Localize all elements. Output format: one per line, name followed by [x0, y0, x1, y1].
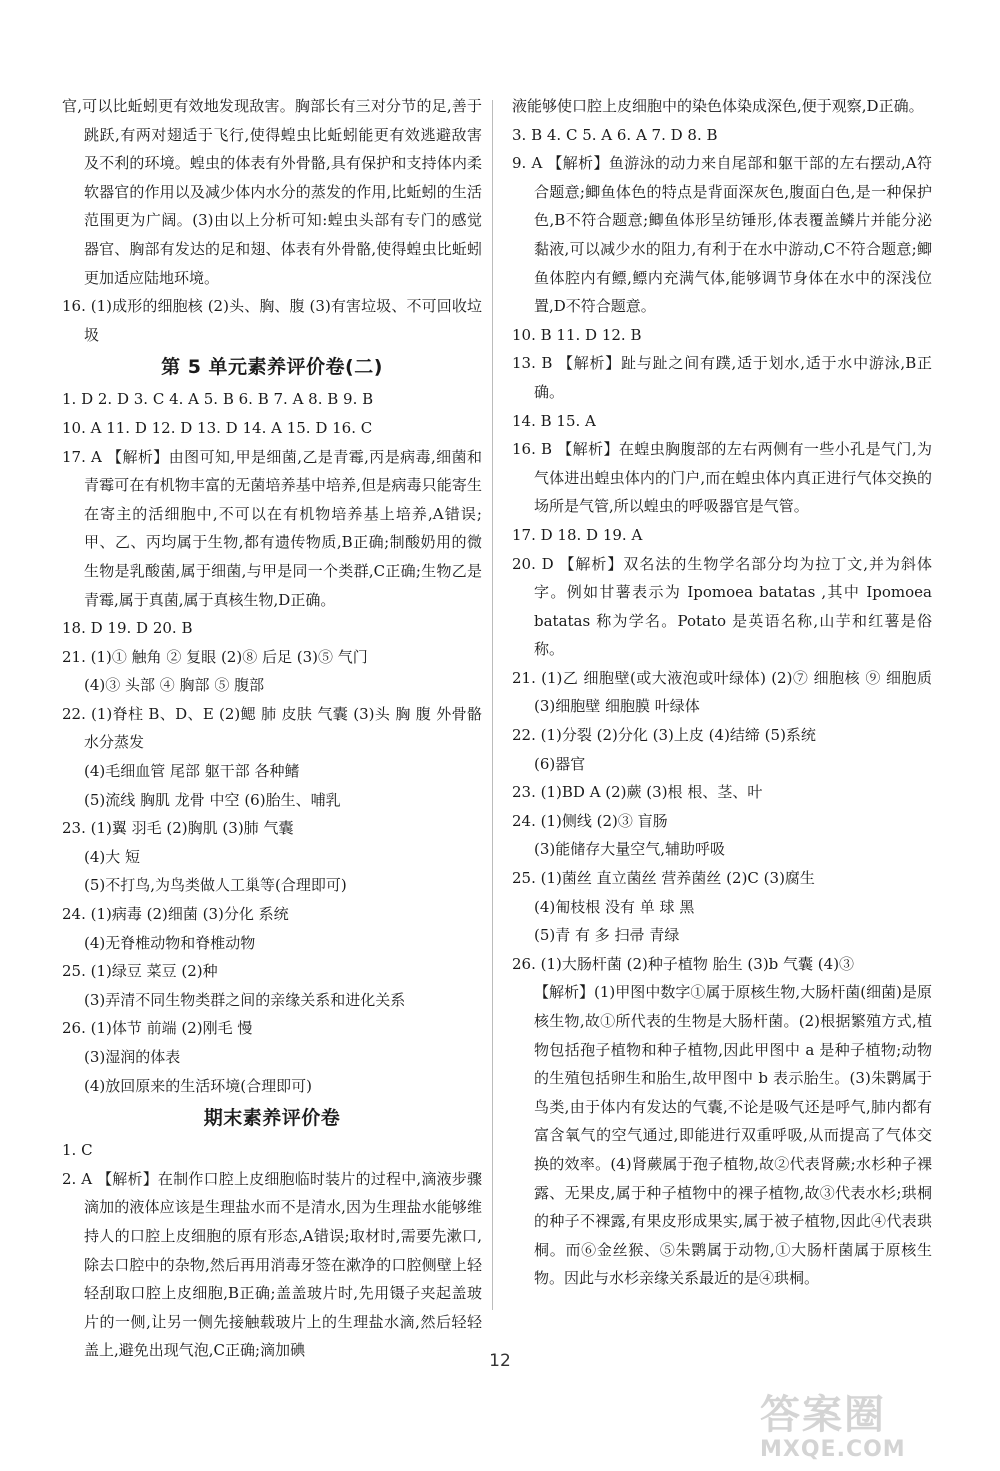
answer-subline: (5)不打鸟,为鸟类做人工巢等(合理即可) — [84, 876, 347, 895]
answer-item: 23. (1)BD A (2)蕨 (3)根 根、茎、叶 — [512, 783, 763, 802]
answer-item: 24. (1)病毒 (2)细菌 (3)分化 系统 — [62, 905, 289, 924]
left-column — [62, 92, 482, 1365]
right-column — [512, 92, 932, 1293]
answer-item: 24. (1)侧线 (2)③ 盲肠 — [512, 811, 668, 830]
answer-item: 25. (1)绿豆 菜豆 (2)种 — [62, 962, 218, 981]
answer-line: 18. D 19. D 20. B — [62, 619, 193, 638]
answer-item: 16. B 【解析】在蝗虫胸腹部的左右两侧有一些小孔是气门,为气体进出蝗虫体内的门户,而在蝗虫体内真正进行气体交换的场所是气管,所以蝗虫的呼吸器官是气管。 — [512, 440, 932, 516]
answer-subline: (3)能储存大量空气,辅助呼吸 — [534, 840, 726, 859]
answer-line: 17. D 18. D 19. A — [512, 525, 643, 544]
answer-subline: (4)无脊椎动物和脊椎动物 — [84, 933, 256, 952]
answer-item: 21. (1)乙 细胞壁(或大液泡或叶绿体) (2)⑦ 细胞核 ⑨ 细胞质 (3)细胞壁 细胞膜 叶绿体 — [512, 668, 932, 716]
answer-item: 20. D 【解析】双名法的生物学名部分均为拉丁文,并为斜体字。例如甘薯表示为 Ipomoea batatas ,其中 Ipomoea batatas 称为学名。Potato 是英语名称,山芋和红薯是俗称。 — [512, 554, 932, 659]
answer-subline: (5)青 有 多 扫帚 青绿 — [534, 926, 680, 945]
answer-item: 17. A 【解析】由图可知,甲是细菌,乙是青霉,丙是病毒,细菌和青霉可在有机物丰富的无菌培养基中培养,但是病毒只能寄生在寄主的活细胞中,不可以在有机物培养基上培养,A错误;甲、乙、丙均属于生物,都有遗传物质,B正确;制酸奶用的微生物是乳酸菌,属于细菌,与甲是同一个类群,C正确;生物乙是青霉,属于真菌,属于真核生物,D正确。 — [62, 447, 482, 609]
section-heading: 第 5 单元素养评价卷(二) — [161, 356, 383, 379]
answer-item: 22. (1)分裂 (2)分化 (3)上皮 (4)结缔 (5)系统 — [512, 726, 816, 745]
column-divider — [492, 100, 493, 1310]
answer-subline: (6)器官 — [534, 754, 586, 773]
page-number: 12 — [489, 1351, 511, 1371]
answer-item: 26. (1)大肠杆菌 (2)种子植物 胎生 (3)b 气囊 (4)③ — [512, 954, 855, 973]
answer-subline: (4)毛细血管 尾部 躯干部 各种鳍 — [84, 762, 300, 781]
answer-item: 21. (1)① 触角 ② 复眼 (2)⑧ 后足 (3)⑤ 气门 — [62, 647, 368, 666]
answer-item: 2. A 【解析】在制作口腔上皮细胞临时装片的过程中,滴液步骤滴加的液体应该是生理盐水而不是清水,因为生理盐水能够维持人的口腔上皮细胞的原有形态,A错误;取材时,需要先漱口,除去口腔中的杂物,然后再用消毒牙签在漱净的口腔侧壁上轻轻刮取口腔上皮细胞,B正确;盖盖玻片时,先用镊子夹起盖玻片的一侧,让另一侧先接触载玻片上的生理盐水滴,然后轻轻盖上,避免出现气泡,C正确;滴加碘 — [62, 1169, 482, 1360]
answer-item: 22. (1)脊柱 B、D、E (2)鳃 肺 皮肤 气囊 (3)头 胸 腹 外骨骼 水分蒸发 — [62, 704, 482, 752]
answer-subline: (4)大 短 — [84, 847, 141, 866]
answer-subline: (4)③ 头部 ④ 胸部 ⑤ 腹部 — [84, 676, 265, 695]
answer-subline: 【解析】(1)甲图中数字①属于原核生物,大肠杆菌(细菌)是原核生物,故①所代表的生物是大肠杆菌。(2)根据繁殖方式,植物包括孢子植物和种子植物,因此甲图中 a 是种子植物;动物的生殖包括卵生和胎生,故甲图中 b 表示胎生。(3)朱鹮属于鸟类,由于体内有发达的气囊,不论是吸气还是呼气,肺内都有富含氧气的空气通过,即能进行双重呼吸,从而提高了气体交换的效率。(4)肾蕨属于孢子植物,故②代表肾蕨;水杉种子裸露、无果皮,属于种子植物中的裸子植物,故③代表水杉;珙桐的种子不裸露,有果皮形成果实,属于被子植物,因此④代表珙桐。而⑥金丝猴、⑤朱鹮属于动物,①大肠杆菌属于原核生物。因此与水杉亲缘关系最近的是④珙桐。 — [534, 983, 933, 1288]
answer-line: 1. C — [62, 1141, 93, 1160]
answer-subline: (5)流线 胸肌 龙骨 中空 (6)胎生、哺乳 — [84, 790, 341, 809]
answer-line: 1. D 2. D 3. C 4. A 5. B 6. B 7. A 8. B 9. B — [62, 390, 374, 409]
section-heading: 期末素养评价卷 — [203, 1107, 341, 1130]
answer-item: 23. (1)翼 羽毛 (2)胸肌 (3)肺 气囊 — [62, 819, 294, 838]
answer-continuation: 液能够使口腔上皮细胞中的染色体染成深色,便于观察,D正确。 — [512, 97, 924, 115]
answer-line: 14. B 15. A — [512, 411, 596, 430]
answer-subline: (3)湿润的体表 — [84, 1048, 181, 1066]
answer-line: 3. B 4. C 5. A 6. A 7. D 8. B — [512, 125, 718, 144]
answer-item: 26. (1)体节 前端 (2)刚毛 慢 — [62, 1019, 253, 1038]
answer-subline: (4)匍枝根 没有 单 球 黑 — [534, 897, 695, 916]
answer-continuation: 官,可以比蚯蚓更有效地发现敌害。胸部长有三对分节的足,善于跳跃,有两对翅适于飞行,使得蝗虫比蚯蚓能更有效逃避敌害及不利的环境。蝗虫的体表有外骨骼,具有保护和支持体内柔软器官的作用以及减少体内水分的蒸发的作用,比蚯蚓的生活范围更为广阔。(3)由以上分析可知:蝗虫头部有专门的感觉器官、胸部有发达的足和翅、体表有外骨骼,使得蝗虫比蚯蚓更加适应陆地环境。 — [62, 97, 482, 287]
watermark-logo: 答案圈 — [760, 1392, 886, 1438]
answer-line: 10. B 11. D 12. B — [512, 325, 642, 344]
answer-subline: (3)弄清不同生物类群之间的亲缘关系和进化关系 — [84, 990, 406, 1009]
watermark — [760, 1392, 992, 1462]
answer-item: 16. (1)成形的细胞核 (2)头、胸、腹 (3)有害垃圾、不可回收垃圾 — [62, 297, 482, 344]
answer-line: 10. A 11. D 12. D 13. D 14. A 15. D 16. C — [62, 418, 373, 437]
answer-item: 9. A 【解析】鱼游泳的动力来自尾部和躯干部的左右摆动,A符合题意;鲫鱼体色的特点是背面深灰色,腹面白色,是一种保护色,B不符合题意;鲫鱼体形呈纺锤形,体表覆盖鳞片并能分泌黏液,可以减少水的阻力,有利于在水中游动,C不符合题意;鲫鱼体腔内有鳔,鳔内充满气体,能够调节身体在水中的深浅位置,D不符合题意。 — [512, 154, 932, 316]
answer-item: 13. B 【解析】趾与趾之间有蹼,适于划水,适于水中游泳,B正确。 — [512, 354, 932, 401]
watermark-url: MXQE.COM — [760, 1437, 906, 1462]
answer-subline: (4)放回原来的生活环境(合理即可) — [84, 1076, 312, 1095]
answer-item: 25. (1)菌丝 直立菌丝 营养菌丝 (2)C (3)腐生 — [512, 869, 815, 888]
